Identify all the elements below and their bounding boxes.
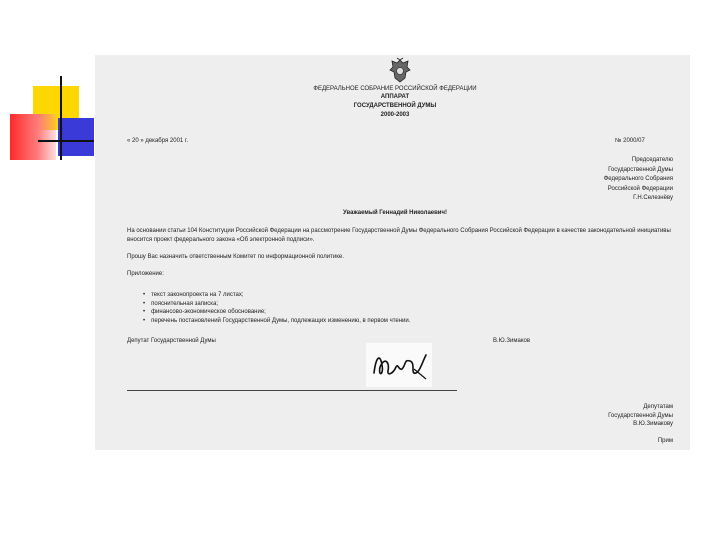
list-item: • пояснительная записка; [143, 300, 410, 309]
addressee-block [495, 156, 673, 204]
copy-line: Депутатам [643, 404, 673, 410]
addressee-line: Государственной Думы [608, 166, 673, 173]
addressee-line: Российской Федерации [607, 185, 673, 192]
addressee-line: Г.Н.Селезнёву [633, 195, 673, 201]
footer-mark: Прим [657, 438, 673, 444]
header-duma: ГОСУДАРСТВЕННОЙ ДУМЫ [353, 103, 437, 109]
decor-red-square [10, 114, 56, 160]
signer-name: В.Ю.Зимаков [493, 338, 531, 344]
header-org: ФЕДЕРАЛЬНОЕ СОБРАНИЕ РОССИЙСКОЙ ФЕДЕРАЦИИ [313, 86, 477, 92]
copy-line: Государственной Думы [608, 412, 673, 419]
copy-line: В.Ю.Зимакову [633, 421, 673, 427]
handwritten-signature-icon [366, 343, 432, 387]
eagle-emblem-icon [388, 57, 412, 84]
addressee-line: Федерального Собрания [603, 176, 673, 182]
header-years: 2000-2003 [380, 112, 410, 118]
salutation: Уважаемый Геннадий Николаевич! [343, 210, 447, 216]
list-item: • перечень постановлений Государственной Думы, подлежащих изменению, в первом чтении. [143, 317, 410, 326]
letter-date: « 20 » декабря 2001 г. [127, 138, 189, 144]
list-item: • текст законопроекта на 7 листах; [143, 291, 410, 300]
decor-blue-square [58, 118, 94, 156]
decor-horizontal-line [38, 140, 94, 142]
attachments-title: Приложение: [127, 271, 164, 277]
body-paragraph-1: На основании статьи 104 Конституции Российской Федерации на рассмотрение Государственной Думы Федерального Собрания Российской Федерации в качестве законодательной инициативы вносится проект федерального закона «Об электронной подписи». [127, 228, 671, 243]
addressee-line: Председателю [631, 157, 673, 163]
body-paragraph-2: Прошу Вас назначить ответственным Комитет по информационной политике. [127, 254, 344, 260]
attachments-list [143, 291, 410, 325]
divider-line [127, 390, 457, 391]
header-apparat: АППАРАТ [380, 94, 410, 100]
decor-vertical-line [60, 76, 62, 160]
copy-to-block [495, 403, 673, 429]
list-item: • финансово-экономическое обоснование; [143, 308, 410, 317]
letter-document [95, 55, 690, 450]
letter-number: № 2000/07 [615, 138, 645, 144]
signer-title: Депутат Государственной Думы [127, 338, 216, 344]
